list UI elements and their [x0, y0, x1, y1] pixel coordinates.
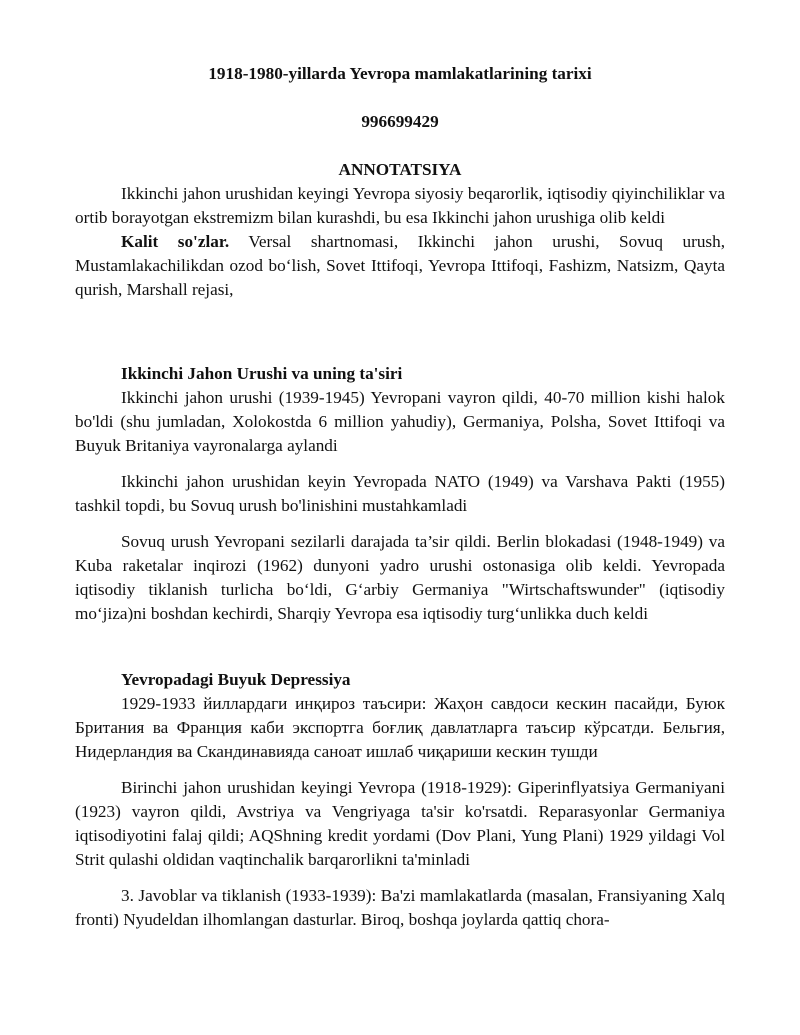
keywords-label: Kalit so'zlar.	[121, 232, 230, 251]
keywords-paragraph	[75, 230, 725, 302]
document-code: 996699429	[361, 112, 439, 131]
section-heading-depression: Yevropadagi Buyuk Depressiya	[121, 670, 351, 689]
section-heading-ww2: Ikkinchi Jahon Urushi va uning ta'siri	[121, 364, 403, 383]
document-page	[75, 62, 725, 932]
paragraph-ww2-3: Sovuq urush Yevropani sezilarli darajada ta’sir qildi. Berlin blokadasi (1948-1949) va Kuba raketalar inqirozi (1962) dunyoni yadro urushi ostonasiga olib keldi. Yevropada iqtisodiy tiklanish turlicha bo‘ldi, G‘arbiy Germaniya "Wirtschaftswunder" (iqtisodiy mo‘jiza)ni boshdan kechirdi, Sharqiy Yevropa esa iqtisodiy turg‘unlikka duch keldi	[75, 532, 725, 623]
document-title: 1918-1980-yillarda Yevropa mamlakatlarining tarixi	[208, 64, 592, 83]
paragraph-depression-2: Birinchi jahon urushidan keyingi Yevropa (1918-1929): Giperinflyatsiya Germaniyani (1923) vayron qildi, Avstriya va Vengriyaga ta'sir ko'rsatdi. Reparasyonlar Germaniya iqtisodiyotini falaj qildi; AQShning kredit yordami (Dov Plani, Yung Plani) 1929 yildagi Vol Strit qulashi oldidan vaqtinchalik barqarorlikni ta'minladi	[75, 778, 725, 869]
paragraph-ww2-2: Ikkinchi jahon urushidan keyin Yevropada NATO (1949) va Varshava Pakti (1955) tashkil topdi, bu Sovuq urush bo'linishini mustahkamladi	[75, 472, 725, 515]
keywords-text: Versal shartnomasi, Ikkinchi jahon urushi, Sovuq urush, Mustamlakachilikdan ozod bo‘lish, Sovet Ittifoqi, Yevropa Ittifoqi, Fashizm, Natsizm, Qayta qurish, Marshall rejasi,	[75, 232, 725, 299]
paragraph-ww2-1: Ikkinchi jahon urushi (1939-1945) Yevropani vayron qildi, 40-70 million kishi halok bo'ldi (shu jumladan, Xolokostda 6 million yahudiy), Germaniya, Polsha, Sovet Ittifoqi va Buyuk Britaniya vayronalarga aylandi	[75, 388, 725, 455]
paragraph-depression-1: 1929-1933 йиллардаги инқироз таъсири: Жаҳон савдоси кескин пасайди, Буюк Британия ва Франция каби экспортга боғлиқ давлатларга таъсир кўрсатди. Бельгия, Нидерландия ва Скандинавияда саноат ишлаб чиқариши кескин тушди	[75, 694, 725, 761]
paragraph-depression-3: 3. Javoblar va tiklanish (1933-1939): Ba'zi mamlakatlarda (masalan, Fransiyaning Xalq fronti) Nyudeldan ilhomlangan dasturlar. Biroq, boshqa joylarda qattiq chora-	[75, 886, 725, 929]
annotation-heading: ANNOTATSIYA	[338, 160, 462, 179]
annotation-paragraph: Ikkinchi jahon urushidan keyingi Yevropa siyosiy beqarorlik, iqtisodiy qiyinchiliklar va ortib borayotgan ekstremizm bilan kurashdi, bu esa Ikkinchi jahon urushiga olib keldi	[75, 184, 725, 227]
